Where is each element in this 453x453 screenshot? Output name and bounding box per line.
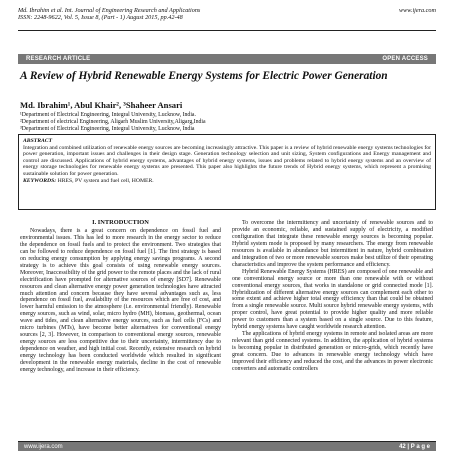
abstract-box (18, 134, 436, 210)
affiliation-1: ¹Department of Electrical Engineering, Integral University, Lucknow, India. (20, 112, 196, 118)
keywords-label: KEYWORDS: (23, 177, 57, 184)
header-divider (18, 30, 436, 31)
affiliations (20, 112, 430, 133)
right-paragraph-3: The applications of hybrid energy systems in remote and isolated areas are more relevant than grid connected systems. In addition, the application of hybrid systems is becoming popular in distributed generation or micro-grids, which recently have great concern. Due to advances in renewable energy technology which have improved their efficiency and reduced the cost, and the advances in power electronic converters and automatic controllers (232, 331, 433, 373)
page-footer (18, 442, 436, 451)
citation-line-1: Md. Ibrahim et al. Int. Journal of Engineering Research and Applications (18, 7, 201, 14)
section-heading-introduction: I. INTRODUCTION (92, 219, 149, 226)
intro-paragraph: Nowadays, there is a great concern on dependence on fossil fuel and environmental issues. This has led to more research in the energy sector to reduce the dependence on fossil fuels and to protect the environment. Two strategies that can be followed to reduce dependence on fossil fuel [1]. The first strategy is based on reducing energy consumption by applying energy savings programs. A second strategy is to achieve this goal consists of using renewable energy sources. Moreover, Inaccessibility of the grid power to the remote places and the lack of rural electrification have prompted for alternative sources of energy [SD7]. Renewable resources and clean alternative energy power generation technologies have attracted much attention and concern because they have several advantages such as, less dependence on fossil fuel, availability of the resources which are free of cost, and lower harmful emission to the atmosphere (i.e. environmental friendly). Renewable energy sources, such as wind, solar, micro hydro (MH), biomass, geothermal, ocean wave and tides, and clean alternative energy sources, such as fuel cells (FCs) and micro turbines (MTs), have become better alternatives for conventional energy sources [2, 3]. However, in comparison to conventional energy sources, renewable energy sources are less competitive due to their uncertainty, intermittency due to dependence on weather, and high initial cost. Recently, extensive research on hybrid energy technology has been conducted worldwide which resulted in significant development in the renewable energy materials, decline in the cost of renewable energy technology, and increase in their efficiency. (20, 227, 221, 374)
affiliation-3: ³Department of Electrical Engineering, Integral University, Lucknow, India (20, 126, 195, 132)
affiliation-2: ²Department of electrical Engineering, Aligarh Muslim University,Aligarg,India (20, 119, 206, 125)
page-number: 42 | P a g e (399, 443, 430, 450)
author-list: Md. Ibrahim¹, Abul Khair², ³Shaheer Ansari (20, 100, 183, 110)
abstract-heading: ABSTRACT (23, 138, 53, 144)
keywords-line (23, 178, 431, 185)
keywords-value: HRES, PV system and fuel cell, HOMER. (57, 177, 154, 184)
journal-site-top[interactable]: www.ijera.com (398, 7, 436, 14)
journal-header (18, 7, 436, 22)
journal-site-footer[interactable]: www.ijera.com (24, 443, 63, 450)
article-type-label: RESEARCH ARTICLE (26, 56, 91, 62)
left-column (20, 220, 221, 374)
right-paragraph-2: Hybrid Renewable Energy Systems (HRES) are composed of one renewable and one conventional energy source or more than one renewable with or without conventional energy sources, that works in standalone or grid connected mode [1]. Hybridization of different alternative energy sources can complement each other to some extent and achieve higher total energy efficiency than that could be obtained from a single renewable source. Multi source hybrid renewable energy systems, with proper control, have great potential to provide higher quality and more reliable power to customers than a system based on a single source. Due to this feature, hybrid energy systems have caught worldwide research attention. (232, 268, 433, 331)
paper-title: A Review of Hybrid Renewable Energy Systems for Electric Power Generation (20, 70, 388, 82)
abstract-text: Integration and combined utilization of renewable energy sources are becoming increasingly attractive. This paper is a review of hybrid renewable energy systems technologies for power generation, important issues and challenges in their design stage. Generation technology selection and unit sizing, System configurations and Energy management and control are discussed. Applications of hybrid energy systems, advantages of hybrid energy systems, issues and problems related to hybrid energy systems and an overview of energy storage technologies for renewable energy systems are presented. This paper also highlights the future trends of Hybrid energy systems, which represent a promising sustainable solution for power generation. (23, 144, 431, 177)
right-paragraph-1: To overcome the intermittency and uncertainty of renewable sources and to provide an economic, reliable, and sustained supply of electricity, a modified configuration that integrate these renewable energy sources is becoming popular. Hybrid system mode is proposed by many researchers. The energy from renewable resources is available in abundance but intermittent in nature, hybrid combination and integration of two or more renewable sources make best utilize of their operating characteristics and improve the system performance and efficiency. (232, 220, 433, 268)
article-type-bar (18, 54, 436, 64)
right-column (232, 220, 433, 373)
citation-line-2: ISSN: 2248-9622, Vol. 5, Issue 8, (Part - 1) August 2015, pp.42-48 (18, 14, 183, 22)
access-label: OPEN ACCESS (382, 56, 428, 62)
